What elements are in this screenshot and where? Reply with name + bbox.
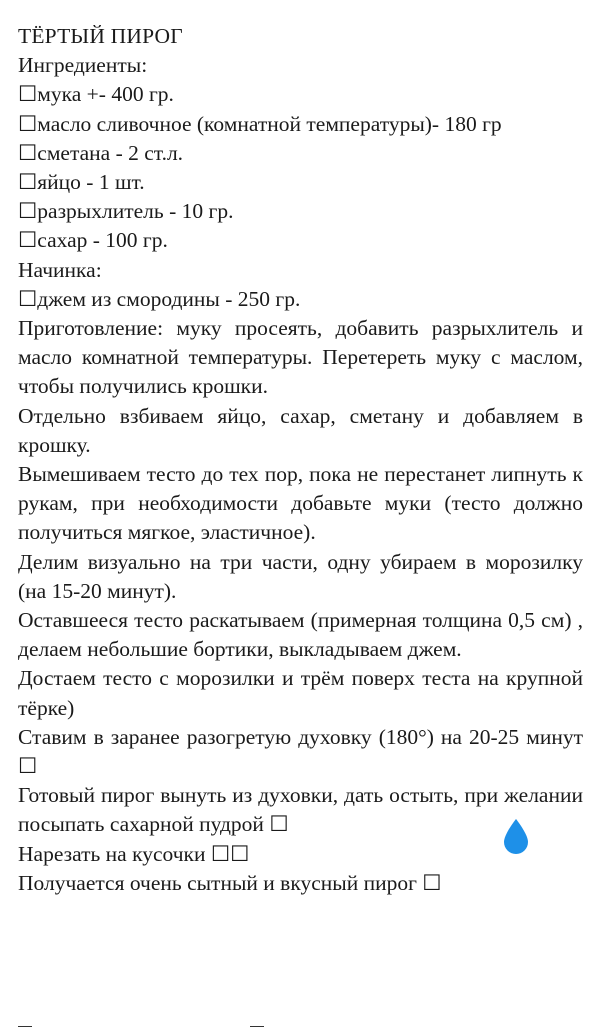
recipe-step: Готовый пирог вынуть из духовки, дать остыть, при желании посыпать сахарной пудрой ☐ bbox=[18, 783, 583, 837]
ingredient-item: ☐яйцо - 1 шт. bbox=[18, 170, 145, 195]
ingredient-item: ☐разрыхлитель - 10 гр. bbox=[18, 199, 234, 224]
recipe-step: Приготовление: муку просеять, добавить разрыхлитель и масло комнатной температуры. Перетереть муку с маслом, чтобы получились крошки. bbox=[18, 316, 583, 399]
recipe-step: Ставим в заранее разогретую духовку (180°) на 20-25 минут ☐ bbox=[18, 724, 583, 779]
recipe-step: Делим визуально на три части, одну убираем в морозилку (на 15-20 минут). bbox=[18, 549, 583, 603]
cut-off-next-line bbox=[18, 1020, 583, 1034]
ingredient-item: ☐мука +- 400 гр. bbox=[18, 82, 174, 107]
recipe-step: Отдельно взбиваем яйцо, сахар, сметану и добавляем в крошку. bbox=[18, 403, 583, 457]
filling-item: ☐джем из смородины - 250 гр. bbox=[18, 286, 301, 311]
recipe-step: Вымешиваем тесто до тех пор, пока не перестанет липнуть к рукам, при необходимости добавьте муки (тесто должно получиться мягкое, эластичное). bbox=[18, 462, 583, 545]
filling-heading: Начинка: bbox=[18, 257, 102, 282]
recipe-step: Оставшееся тесто раскатываем (примерная толщина 0,5 см) , делаем небольшие бортики, выкладываем джем. bbox=[18, 608, 583, 662]
ingredient-item: ☐масло сливочное (комнатной температуры)- 180 гр bbox=[18, 111, 502, 136]
recipe-step: Достаем тесто с морозилки и трём поверх теста на крупной тёрке) bbox=[18, 666, 583, 720]
recipe-step: Нарезать на кусочки ☐☐ bbox=[18, 841, 250, 866]
recipe-document bbox=[18, 22, 583, 898]
recipe-step: Получается очень сытный и вкусный пирог ☐ bbox=[18, 870, 442, 895]
water-drop-icon[interactable] bbox=[500, 818, 532, 856]
ingredient-item: ☐сметана - 2 ст.л. bbox=[18, 140, 184, 165]
ingredient-item: ☐сахар - 100 гр. bbox=[18, 228, 168, 253]
ingredients-heading: Ингредиенты: bbox=[18, 53, 148, 78]
recipe-title: ТЁРТЫЙ ПИРОГ bbox=[18, 24, 183, 48]
